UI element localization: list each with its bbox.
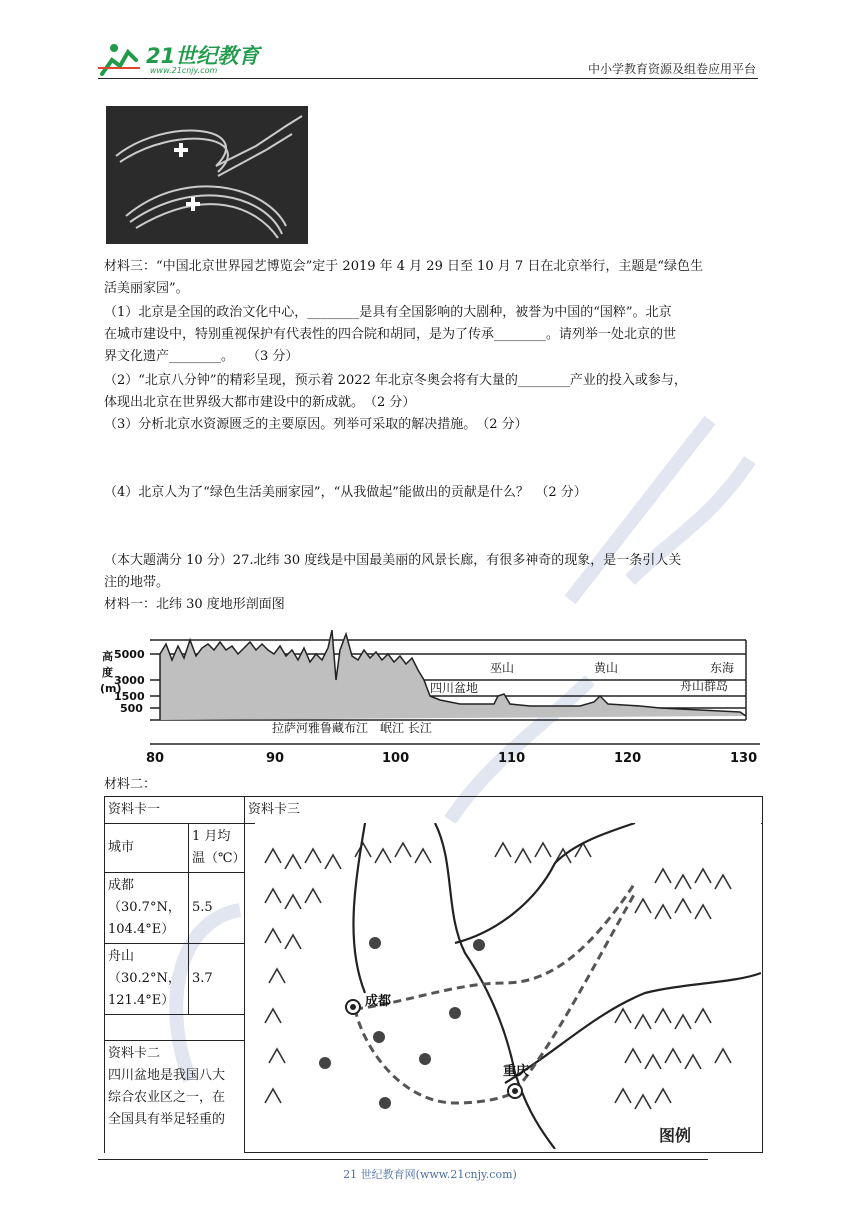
footer-text: 21 世纪教育网(www.21cnjy.com) [343, 1168, 517, 1181]
col-city-header: 城市 [105, 824, 189, 873]
logo-text: 21世纪教育 [146, 44, 260, 68]
card2: 资料卡二 四川盆地是我国八大 综合农业区之一，在 全国具有举足轻重的 [105, 1041, 245, 1153]
q4-line1: （4）北京人为了“绿色生活美丽家园”，“从我做起”能做出的贡献是什么？ （2 分） [104, 485, 587, 500]
material3-line1: 材料三：“中国北京世界园艺博览会”定于 2019 年 4 月 29 日至 10 月 7 日在北京举行，主题是“绿色生 [104, 259, 703, 274]
label-sichuan-basin: 四川盆地 [430, 681, 479, 695]
y-label-3: (m) [100, 682, 122, 695]
map-legend-label: 图例 [659, 1126, 692, 1145]
y-tick-1500: 1500 [114, 690, 145, 703]
label-huangshan: 黄山 [594, 661, 619, 675]
q2-line2: 体现出北京在世界级大都市建设中的新成就。 （2 分） [104, 395, 416, 410]
terrain-line [160, 630, 746, 720]
label-chengdu: 成都 [365, 994, 392, 1009]
q1-line1: （1）北京是全国的政治文化中心，________是具有全国影响的大剧种，被誉为中国的“国粹”。北京 [104, 305, 672, 320]
logo-url: www.21cnjy.com [150, 66, 218, 75]
y-tick-5000: 5000 [114, 648, 145, 661]
y-label-2: 度 [102, 666, 113, 679]
q27-material2: 材料二： [104, 777, 157, 792]
x-tick-130: 130 [730, 751, 758, 766]
label-donghai: 东海 [710, 661, 735, 675]
col-temp-header: 1 月均 温（℃） [189, 824, 245, 873]
y-tick-500: 500 [120, 702, 143, 715]
x-tick-110: 110 [498, 751, 526, 766]
expo-logo-photo [106, 106, 308, 244]
q2-line1: （2）“北京八分钟”的精彩呈现，预示着 2022 年北京冬奥会将有大量的________产业的投入或参与， [104, 373, 687, 388]
card1-title: 资料卡一 [105, 797, 245, 824]
platform-title: 中小学教育资源及组卷应用平台 [587, 62, 756, 76]
temp-zhoushan: 3.7 [189, 944, 245, 1015]
label-chongqing: 重庆 [503, 1064, 530, 1079]
temp-chengdu: 5.5 [189, 873, 245, 944]
sichuan-basin-map [255, 823, 761, 1149]
label-rivers: 拉萨河雅鲁藏布江 岷江 长江 [272, 721, 432, 735]
card3-title: 资料卡三 [245, 797, 763, 824]
q3-line1: （3）分析北京水资源匮乏的主要原因。列举可采取的解决措施。 （2 分） [104, 417, 528, 432]
city-chengdu: 成都 （30.7°N， 104.4°E） [105, 873, 189, 944]
material3-line2: 活美丽家园”。 [104, 281, 189, 296]
y-tick-3000: 3000 [114, 674, 145, 687]
q27-line1: （本大题满分 10 分）27.北纬 30 度线是中国最美丽的风景长廊，有很多神奇的现象，是一条引人关 [104, 553, 682, 568]
x-tick-100: 100 [382, 751, 410, 766]
x-tick-80: 80 [146, 751, 165, 766]
y-label-1: 高 [102, 650, 113, 663]
label-wushan: 巫山 [490, 661, 515, 675]
empty-row [105, 1015, 245, 1041]
x-tick-120: 120 [614, 751, 642, 766]
header-divider [98, 78, 758, 79]
q27-material1: 材料一：北纬 30 度地形剖面图 [104, 597, 285, 612]
q27-line2: 注的地带。 [104, 575, 170, 590]
label-zhoushan: 舟山群岛 [680, 679, 729, 693]
q1-line2: 在城市建设中，特别重视保护有代表性的四合院和胡同，是为了传承________。请列举一处北京的世 [104, 327, 677, 342]
q1-line3: 界文化遗产________。 （3 分） [104, 349, 299, 364]
footer-divider [98, 1159, 708, 1160]
terrain-profile-diagram [100, 620, 772, 768]
x-tick-90: 90 [266, 751, 285, 766]
city-zhoushan: 舟山 （30.2°N， 121.4°E） [105, 944, 189, 1015]
